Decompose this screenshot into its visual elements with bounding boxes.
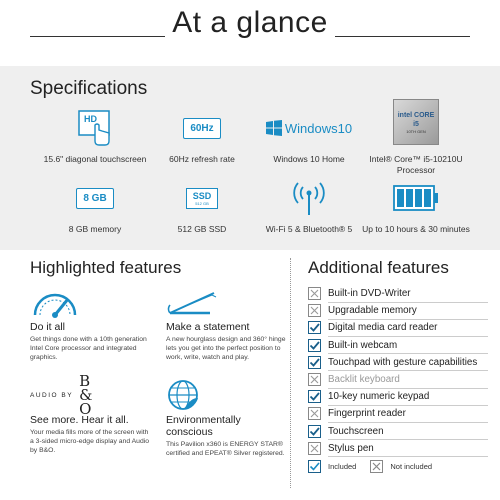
feature-description: A new hourglass design and 360° hinge lets you get into the perfect position to work, write, watch and play. xyxy=(166,336,286,361)
spec-label: Intel® Core™ i5-10210U Processor xyxy=(369,154,463,175)
legend xyxy=(308,460,432,473)
spec-label: 60Hz refresh rate xyxy=(169,154,235,164)
spec-label: Windows 10 Home xyxy=(273,154,345,164)
spec-label: 15.6" diagonal touchscreen xyxy=(43,154,147,164)
feature-title: See more. Hear it all. xyxy=(30,414,129,426)
spec-wireless xyxy=(254,178,364,235)
additional-feature-row xyxy=(308,338,397,353)
x-mark-icon xyxy=(308,304,321,317)
specifications-heading: Specifications xyxy=(30,78,148,99)
hd-touch-icon xyxy=(40,108,150,148)
additional-feature-label: 10-key numeric keypad xyxy=(328,391,430,403)
spec-battery xyxy=(361,178,471,235)
additional-feature-label: Stylus pen xyxy=(328,442,374,454)
intel-core-i5-badge-icon: intel CORE i5 10TH GEN xyxy=(393,99,439,145)
additional-feature-label: Backlit keyboard xyxy=(328,374,400,385)
ssd-icon: SSD 512 GB xyxy=(186,188,219,209)
spec-memory xyxy=(40,178,150,235)
additional-feature-row xyxy=(308,406,406,421)
battery-icon xyxy=(361,178,471,218)
title-rule-right xyxy=(335,36,470,37)
additional-feature-row xyxy=(308,355,477,370)
row-separator xyxy=(328,456,488,457)
feature-description: This Pavilion x360 is ENERGY STAR® certified and EPEAT® Silver registered. xyxy=(166,441,285,457)
specifications-panel xyxy=(0,66,500,250)
x-mark-icon xyxy=(308,287,321,300)
additional-features-heading: Additional features xyxy=(308,258,449,277)
spec-refresh-rate xyxy=(147,108,257,165)
additional-feature-row xyxy=(308,389,429,404)
x-mark-icon xyxy=(308,407,321,420)
spec-os xyxy=(254,108,364,165)
additional-feature-label: Touchscreen xyxy=(328,425,384,437)
feature-audio xyxy=(30,372,150,455)
legend-included: Included xyxy=(328,462,357,471)
wifi-antenna-icon xyxy=(254,178,364,218)
additional-feature-row xyxy=(308,441,374,456)
speedometer-icon xyxy=(30,285,150,319)
feature-description: Your media fills more of the screen with a 3-sided micro-edge display and Audio by B&O. xyxy=(30,429,150,454)
svg-text:HD: HD xyxy=(84,114,97,124)
checkmark-icon xyxy=(308,425,321,438)
additional-feature-row xyxy=(308,320,437,335)
highlighted-features-heading: Highlighted features xyxy=(30,258,182,277)
section-divider xyxy=(290,258,291,488)
page-title: At a glance xyxy=(172,6,328,39)
windows-logo-icon: Windows10 xyxy=(266,120,352,136)
globe-leaf-icon xyxy=(166,378,286,412)
x-mark-icon xyxy=(308,442,321,455)
page-header xyxy=(0,0,500,62)
feature-make-a-statement xyxy=(166,285,286,362)
additional-feature-row xyxy=(308,372,400,387)
spec-label: 512 GB SSD xyxy=(177,224,227,234)
spec-label: Up to 10 hours & 30 minutes xyxy=(362,224,470,234)
checkmark-icon xyxy=(308,460,321,473)
additional-feature-label: Built-in DVD-Writer xyxy=(328,288,411,299)
additional-feature-label: Fingerprint reader xyxy=(328,408,406,420)
checkmark-icon xyxy=(308,339,321,352)
bang-olufsen-logo-icon: AUDIO BY B&O xyxy=(30,372,93,418)
additional-feature-label: Upgradable memory xyxy=(328,305,417,317)
additional-feature-label: Digital media card reader xyxy=(328,322,438,334)
memory-icon: 8 GB xyxy=(76,188,113,209)
x-mark-icon xyxy=(308,373,321,386)
feature-title: Environmentally conscious xyxy=(166,414,241,438)
spec-label: 8 GB memory xyxy=(68,224,122,234)
feature-do-it-all xyxy=(30,285,150,362)
additional-feature-row xyxy=(308,286,411,301)
additional-feature-label: Built-in webcam xyxy=(328,339,398,351)
spec-storage xyxy=(147,178,257,235)
spec-processor xyxy=(361,96,471,176)
additional-feature-row xyxy=(308,303,417,318)
additional-feature-row xyxy=(308,424,384,439)
checkmark-icon xyxy=(308,356,321,369)
feature-environment xyxy=(166,378,286,458)
additional-feature-label: Touchpad with gesture capabilities xyxy=(328,356,478,368)
spec-touchscreen xyxy=(40,108,150,165)
checkmark-icon xyxy=(308,321,321,334)
hinge-icon xyxy=(166,285,286,319)
spec-label: Wi-Fi 5 & Bluetooth® 5 xyxy=(265,224,353,234)
legend-not-included: Not included xyxy=(390,462,433,471)
x-mark-icon xyxy=(370,460,383,473)
feature-title: Make a statement xyxy=(166,321,250,333)
checkmark-icon xyxy=(308,390,321,403)
60hz-icon: 60Hz xyxy=(183,118,220,139)
feature-description: Get things done with a 10th generation Intel Core processor and integrated graphics. xyxy=(30,336,147,361)
feature-title: Do it all xyxy=(30,321,66,333)
